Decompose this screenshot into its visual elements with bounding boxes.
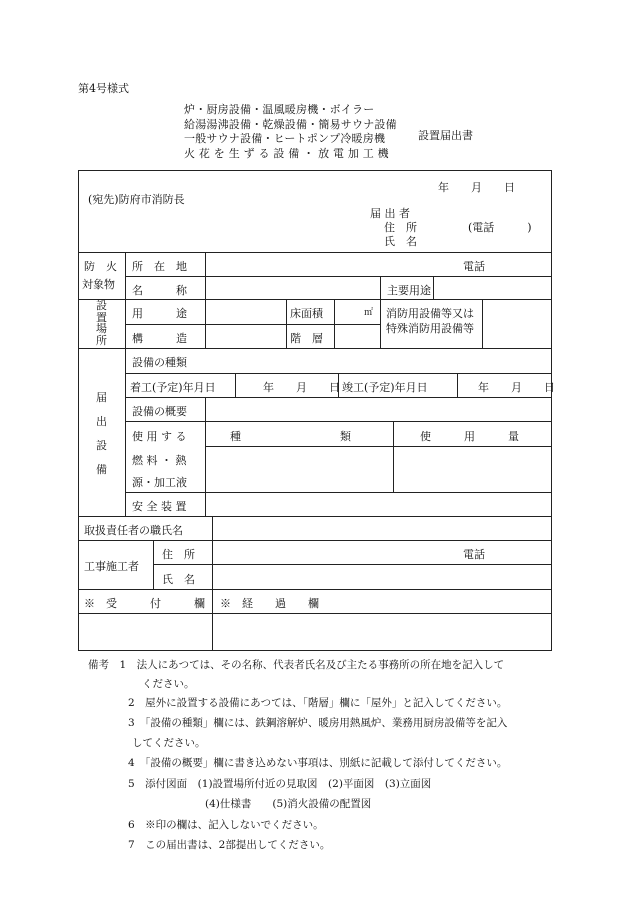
shiyo-ryo-col-header: 使 用 量: [420, 430, 519, 443]
koji-tel-label: 電話: [463, 548, 485, 561]
anzen-label: 安 全 装 置: [132, 500, 187, 513]
shozaichi-tel-label: 電話: [463, 260, 485, 273]
title-line-2: 給湯湯沸設備・乾燥設備・簡易サウナ設備: [184, 117, 397, 131]
uketsuke-label: ※ 受 付 欄: [84, 597, 205, 610]
form-number: 第4号様式: [78, 82, 129, 95]
note-1b: ください。: [142, 678, 195, 690]
addressee: (宛先)防府市消防長: [88, 193, 185, 206]
note-5: 5 添付図面 (1)設置場所付近の見取図 (2)平面図 (3)立面図: [128, 778, 432, 790]
form-title: [184, 103, 397, 161]
yoto-label: 用 途: [132, 307, 187, 320]
sekininsha-label: 取扱責任者の職氏名: [84, 524, 183, 537]
note-6: 6 ※印の欄は、記入しないでください。: [128, 819, 324, 831]
tel-label[interactable]: (電話 ): [468, 221, 532, 234]
shobo-setsubi-label: 消防用設備等又は 特殊消防用設備等: [386, 307, 474, 335]
title-line-1: 炉・厨房設備・温風暖房機・ボイラー: [184, 103, 375, 116]
applicant-label: 届 出 者: [370, 207, 410, 220]
shuyo-yoto-label: 主要用途: [387, 284, 431, 297]
note-2: 2 屋外に設置する設備にあつては、「階層」欄に「屋外」と記入してください。: [128, 697, 508, 709]
note-5b: (4)仕様書 (5)消火設備の配置図: [205, 798, 372, 810]
gen-label: 源・加工液: [132, 476, 187, 489]
koji-jusho-label: 住 所: [162, 548, 195, 561]
shunko-date-field[interactable]: 年 月 日: [478, 381, 555, 394]
shunko-label: 竣工(予定)年月日: [342, 381, 428, 394]
taisho-label: 対象物: [82, 278, 115, 291]
kaisou-label: 階 層: [290, 332, 323, 345]
kozo-label: 構 造: [132, 332, 187, 345]
shurui-col-header: 種 類: [230, 430, 351, 443]
note-3: 3 「設備の種類」欄には、鉄鋼溶解炉、暖房用熱風炉、業務用厨房設備等を記入: [128, 717, 508, 729]
koji-seko-label: 工事施工者: [84, 560, 139, 573]
chakko-label: 着工(予定)年月日: [130, 381, 216, 394]
meisho-label: 名 称: [132, 284, 187, 297]
title-line-4: 火 花 を 生 ず る 設 備 ・ 放 電 加 工 機: [184, 146, 389, 160]
yukamenseki-label: 床面積: [290, 307, 323, 320]
note-1: 備考 1 法人にあつては、その名称、代表者氏名及び主たる事務所の所在地を記入して: [88, 659, 505, 671]
nenryo-label: 燃 料 ・ 熱: [132, 454, 187, 467]
title-line-3: 一般サウナ設備・ヒートポンプ冷暖房機: [184, 132, 386, 145]
chakko-date-field[interactable]: 年 月 日: [263, 381, 340, 394]
note-7: 7 この届出書は、2部提出してください。: [128, 839, 331, 851]
name-label: 氏 名: [384, 235, 417, 248]
shiyo-suru-label: 使 用 す る: [132, 430, 187, 443]
bouka-label: 防 火: [84, 260, 117, 273]
note-3b: してください。: [132, 737, 206, 749]
secchi-basho-label: 設 置 場 所: [96, 299, 107, 347]
keika-label: ※ 経 過 欄: [220, 597, 319, 610]
gaiyo-label: 設備の概要: [132, 405, 187, 418]
title-suffix: 設置届出書: [418, 129, 473, 142]
note-4: 4 「設備の概要」欄に書き込めない事項は、別紙に記載して添付してください。: [128, 757, 508, 769]
m2-unit: ㎡: [364, 308, 374, 318]
shozaichi-label: 所 在 地: [132, 260, 187, 273]
koji-shimei-label: 氏 名: [162, 573, 195, 586]
shurui-label: 設備の種類: [132, 356, 187, 369]
address-label: 住 所: [384, 221, 417, 234]
date-field[interactable]: 年 月 日: [438, 181, 515, 194]
todoke-setsubi-label: 届 出 設 備: [96, 391, 107, 476]
